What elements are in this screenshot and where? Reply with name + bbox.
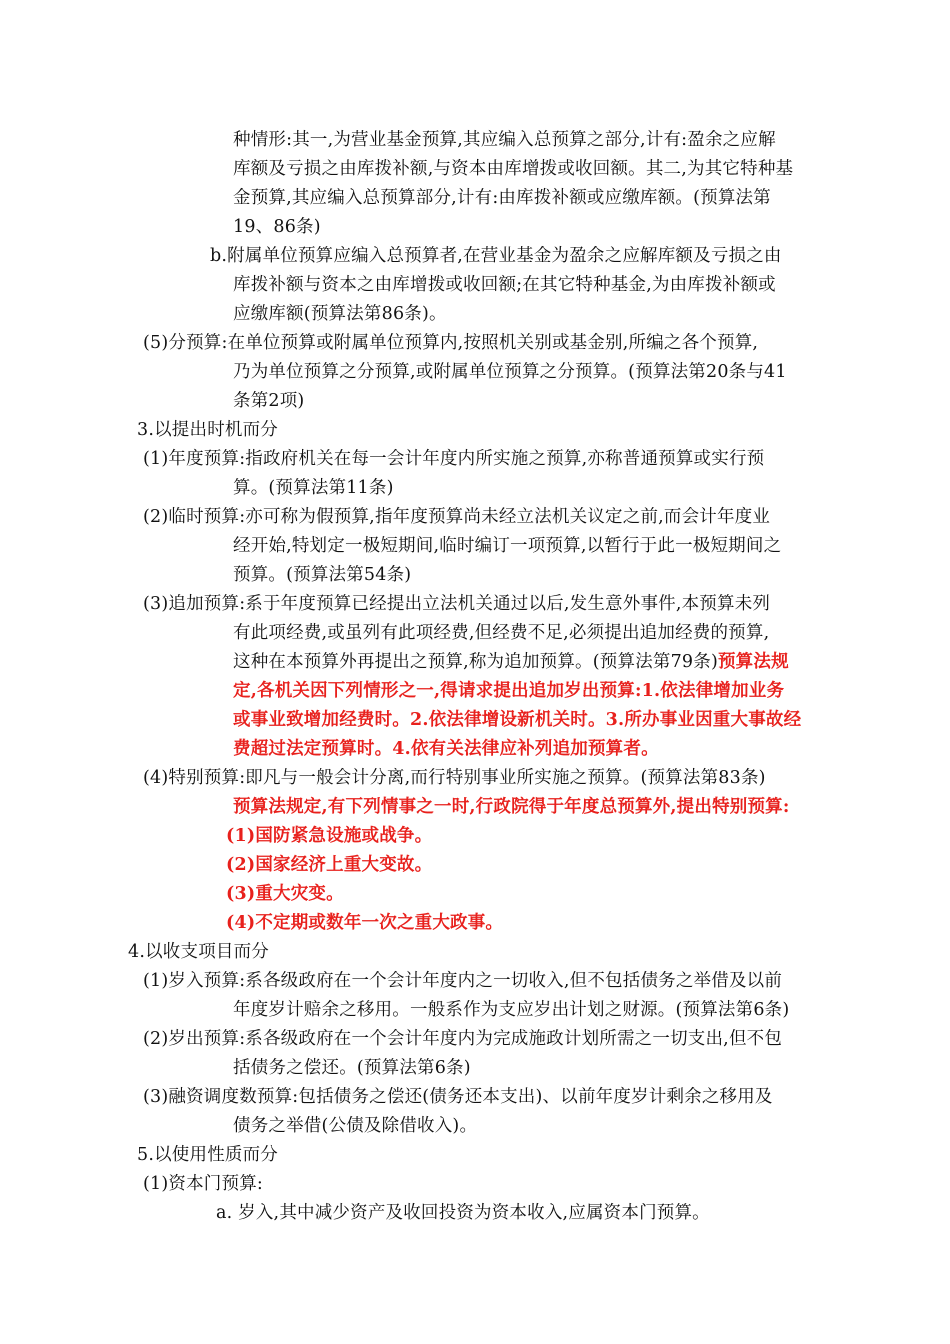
highlighted-list-item: (1)国防紧急设施或战争。 [226, 826, 433, 846]
text-line: 经开始,特划定一极短期间,临时编订一项预算,以暂行于此一极短期间之 [233, 536, 782, 556]
text-line: 预算。(预算法第54条) [233, 565, 412, 585]
text-line [233, 648, 789, 677]
highlighted-text: 预算法规 [717, 652, 789, 672]
highlighted-list-item: (3)重大灾变。 [226, 884, 344, 904]
text-line: 条第2项) [233, 391, 305, 411]
text-line: 年度岁计赔余之移用。一般系作为支应岁出计划之财源。(预算法第6条) [233, 1000, 790, 1020]
text-segment: 这种在本预算外再提出之预算,称为追加预算。(预算法第79条) [233, 652, 718, 672]
highlighted-list-item: (4)不定期或数年一次之重大政事。 [226, 913, 504, 933]
text-line: (3)追加预算:系于年度预算已经提出立法机关通过以后,发生意外事件,本预算未列 [143, 594, 771, 614]
text-line: (5)分预算:在单位预算或附属单位预算内,按照机关别或基金别,所编之各个预算, [143, 333, 759, 353]
text-line: 乃为单位预算之分预算,或附属单位预算之分预算。(预算法第20条与41 [233, 362, 787, 382]
text-line: (2)临时预算:亦可称为假预算,指年度预算尚未经立法机关议定之前,而会计年度业 [143, 507, 771, 527]
text-line: 应缴库额(预算法第86条)。 [233, 304, 447, 324]
text-line: 库额及亏损之由库拨补额,与资本由库增拨或收回额。其二,为其它特种基 [233, 159, 794, 179]
section-heading: 4.以收支项目而分 [128, 942, 269, 962]
section-heading: 3.以提出时机而分 [137, 420, 278, 440]
text-line: (2)岁出预算:系各级政府在一个会计年度内为完成施政计划所需之一切支出,但不包 [143, 1029, 783, 1049]
text-line: 19、86条) [233, 217, 321, 237]
highlighted-text: 定,各机关因下列情形之一,得请求提出追加岁出预算:1.依法律增加业务 [233, 681, 785, 701]
text-line: (3)融资调度数预算:包括债务之偿还(债务还本支出)、以前年度岁计剩余之移用及 [143, 1087, 773, 1107]
highlighted-list-item: (2)国家经济上重大变故。 [226, 855, 433, 875]
text-line: 库拨补额与资本之由库增拨或收回额;在其它特种基金,为由库拨补额或 [233, 275, 776, 295]
text-line: 括债务之偿还。(预算法第6条) [233, 1058, 471, 1078]
section-heading: 5.以使用性质而分 [137, 1145, 278, 1165]
text-line: (1)年度预算:指政府机关在每一会计年度内所实施之预算,亦称普通预算或实行预 [143, 449, 765, 469]
text-line: (1)资本门预算: [143, 1174, 263, 1194]
text-line: 有此项经费,或虽列有此项经费,但经费不足,必须提出追加经费的预算, [233, 623, 770, 643]
text-line: (4)特别预算:即凡与一般会计分离,而行特别事业所实施之预算。(预算法第83条) [143, 768, 766, 788]
text-line: 金预算,其应编入总预算部分,计有:由库拨补额或应缴库额。(预算法第 [233, 188, 771, 208]
text-line: 债务之举借(公债及除借收入)。 [233, 1116, 478, 1136]
highlighted-text: 或事业致增加经费时。2.依法律增设新机关时。3.所办事业因重大事故经 [233, 710, 802, 730]
text-line: 种情形:其一,为营业基金预算,其应编入总预算之部分,计有:盈余之应解 [233, 130, 776, 150]
highlighted-text: 预算法规定,有下列情事之一时,行政院得于年度总预算外,提出特别预算: [233, 797, 790, 817]
text-line: (1)岁入预算:系各级政府在一个会计年度内之一切收入,但不包括债务之举借及以前 [143, 971, 783, 991]
text-line: b.附属单位预算应编入总预算者,在营业基金为盈余之应解库额及亏损之由 [210, 246, 782, 266]
highlighted-text: 费超过法定预算时。4.依有关法律应补列追加预算者。 [233, 739, 659, 759]
text-line: 算。(预算法第11条) [233, 478, 394, 498]
text-line: a. 岁入,其中减少资产及收回投资为资本收入,应属资本门预算。 [216, 1203, 710, 1223]
